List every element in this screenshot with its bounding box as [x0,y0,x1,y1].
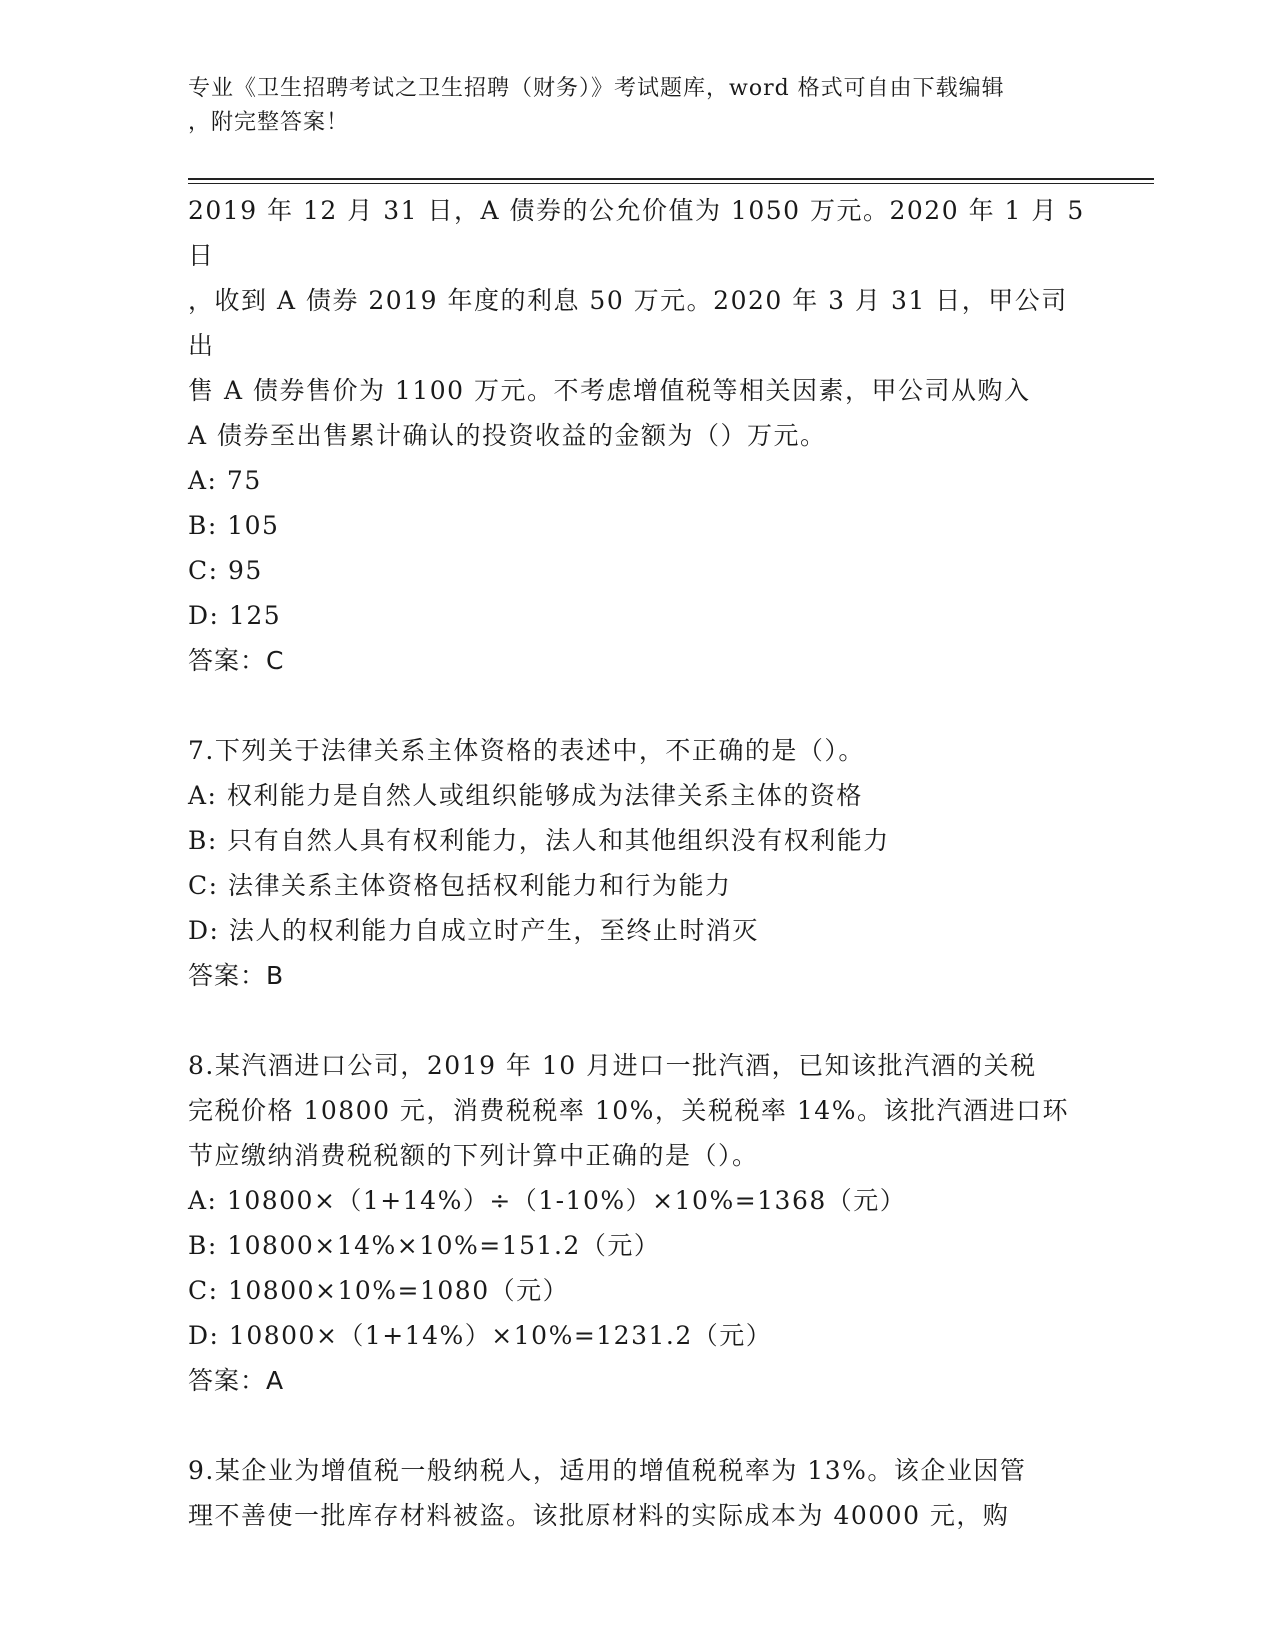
question-list [188,188,1088,1538]
option-c: C: 法律关系主体资格包括权利能力和行为能力 [188,871,732,900]
option-a: A: 权利能力是自然人或组织能够成为法律关系主体的资格 [188,781,863,810]
question-stem-line: 完税价格 10800 元，消费税税率 10%，关税税率 14%。该批汽酒进口环 [188,1096,1069,1125]
question-stem-line: 售 A 债券售价为 1100 万元。不考虑增值税等相关因素，甲公司从购入 [188,376,1031,405]
question-stem-line: 2019 年 12 月 31 日，A 债券的公允价值为 1050 万元。2020 年 1 月 5 日 [188,196,1085,270]
answer-line: 答案：A [188,1366,285,1395]
header-divider-thick [188,178,1154,180]
option-c: C: 95 [188,556,263,585]
header-divider-thin [188,183,1154,184]
option-d: D: 10800×（1+14%）×10%=1231.2（元） [188,1321,773,1350]
question-stem-line: A 债券至出售累计确认的投资收益的金额为（）万元。 [188,421,827,450]
header-line-2: ，附完整答案！ [188,110,350,135]
option-b: B: 只有自然人具有权利能力，法人和其他组织没有权利能力 [188,826,890,855]
option-a: A: 75 [188,466,262,495]
question-stem-line: 理不善使一批库存材料被盗。该批原材料的实际成本为 40000 元，购 [188,1501,1010,1530]
question-9 [188,1448,1088,1538]
question-7 [188,728,1088,998]
question-stem-line: ，收到 A 债券 2019 年度的利息 50 万元。2020 年 3 月 31 日，甲公司出 [188,286,1068,360]
option-b: B: 10800×14%×10%=151.2（元） [188,1231,661,1260]
option-a: A: 10800×（1+14%）÷（1-10%）×10%=1368（元） [188,1186,907,1215]
question-stem-line: 8.某汽酒进口公司，2019 年 10 月进口一批汽酒，已知该批汽酒的关税 [188,1051,1037,1080]
document-header [188,72,1088,140]
option-d: D: 法人的权利能力自成立时产生，至终止时消灭 [188,916,759,945]
question-stem-line: 节应缴纳消费税税额的下列计算中正确的是（）。 [188,1141,759,1170]
question-stem-line: 9.某企业为增值税一般纳税人，适用的增值税税率为 13%。该企业因管 [188,1456,1027,1485]
answer-line: 答案：B [188,961,285,990]
option-c: C: 10800×10%=1080（元） [188,1276,570,1305]
question-stem-line: 7.下列关于法律关系主体资格的表述中，不正确的是（）。 [188,736,865,765]
question-8 [188,1043,1088,1403]
option-b: B: 105 [188,511,280,540]
question-6-continued [188,188,1088,683]
option-d: D: 125 [188,601,282,630]
header-line-1: 专业《卫生招聘考试之卫生招聘（财务）》考试题库，word 格式可自由下载编辑 [188,76,1005,101]
answer-line: 答案：C [188,646,285,675]
